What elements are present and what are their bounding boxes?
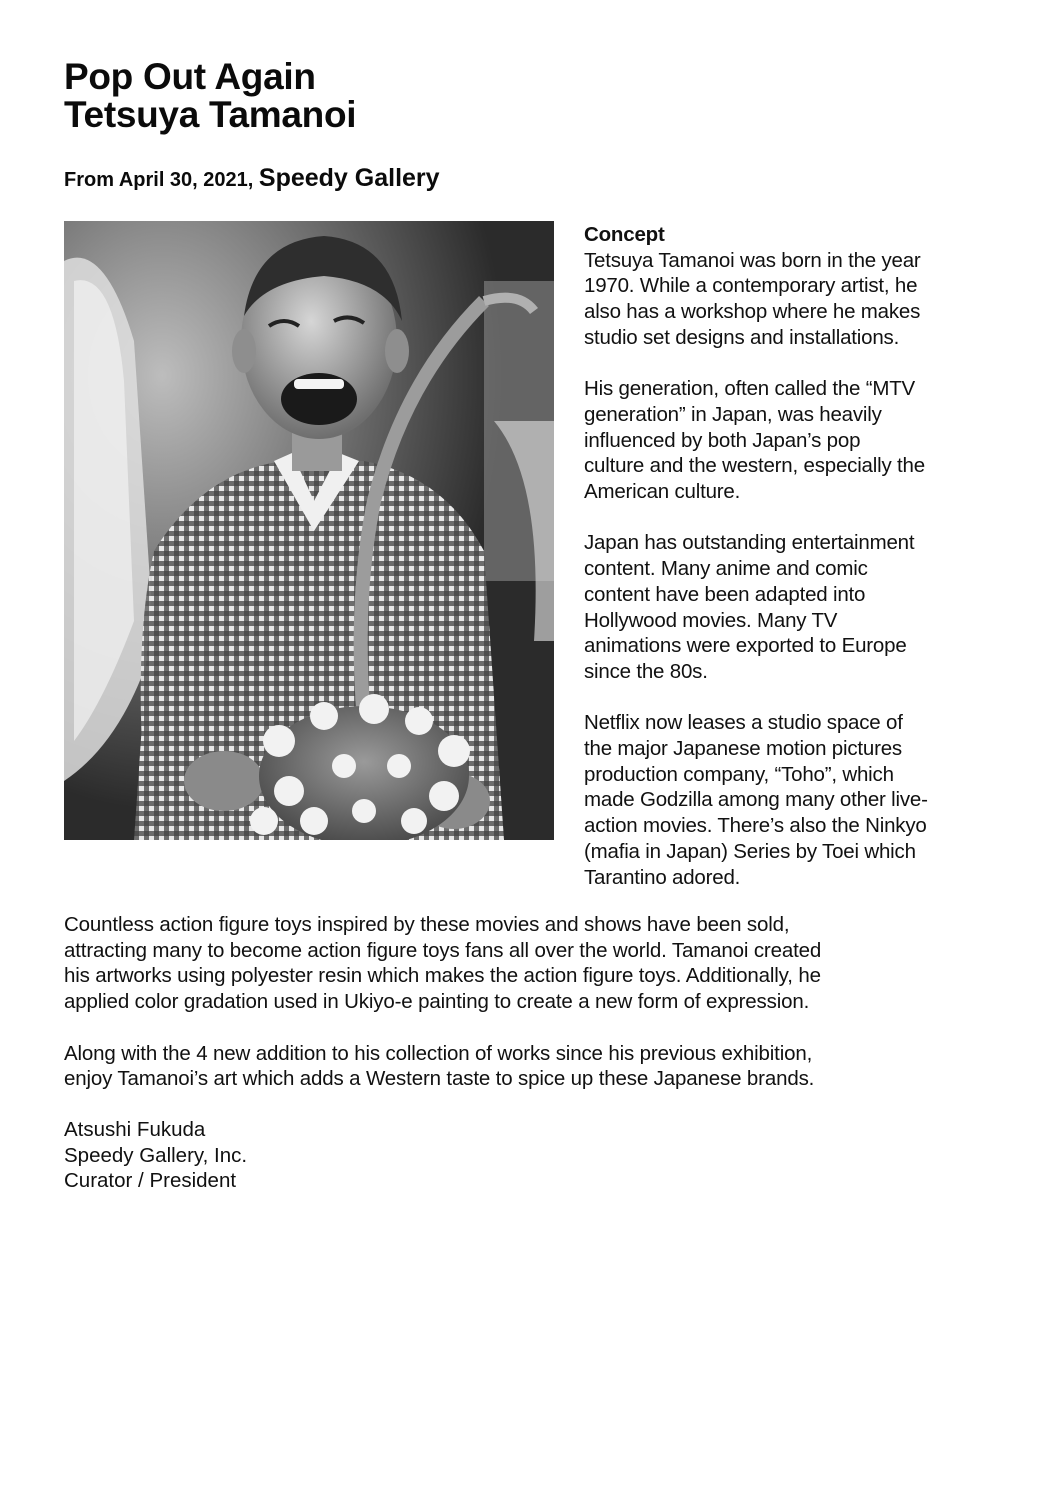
text-line: Tarantino adored. (584, 865, 741, 889)
body-paragraph (64, 912, 1014, 1015)
text-line: since the 80s. (584, 659, 708, 683)
text-line: 1970. While a contemporary artist, he (584, 274, 918, 298)
text-line: (mafia in Japan) Series by Toei which (584, 839, 916, 863)
text-line: studio set designs and installations. (584, 325, 900, 349)
text-line: made Godzilla among many other live- (584, 788, 928, 812)
concept-paragraph (584, 376, 1004, 505)
text-line: attracting many to become action figure toys fans all over the world. Tamanoi created (64, 938, 822, 962)
text-line: production company, “Toho”, which (584, 762, 894, 786)
portrait-illustration (64, 221, 554, 840)
concept-paragraph (584, 530, 1004, 684)
text-line: enjoy Tamanoi’s art which adds a Western taste to spice up these Japanese brands. (64, 1067, 815, 1091)
signature-name: Atsushi Fukuda (64, 1118, 206, 1141)
text-line: Tetsuya Tamanoi was born in the year (584, 248, 921, 272)
text-line: his artworks using polyester resin which makes the action figure toys. Additionally, he (64, 964, 821, 988)
concept-paragraph (584, 248, 1004, 351)
text-line: culture and the western, especially the (584, 454, 925, 478)
text-line: American culture. (584, 480, 741, 504)
text-line: influenced by both Japan’s pop (584, 428, 861, 452)
page-title (64, 58, 356, 134)
concept-paragraph (584, 710, 1004, 890)
text-line: Netflix now leases a studio space of (584, 711, 903, 735)
text-line: content. Many anime and comic (584, 557, 868, 581)
text-line: action movies. There’s also the Ninkyo (584, 814, 927, 838)
text-line: Hollywood movies. Many TV (584, 608, 838, 632)
text-line: His generation, often called the “MTV (584, 377, 916, 401)
body-section (64, 912, 1014, 1118)
text-line: Countless action figure toys inspired by these movies and shows have been sold, (64, 913, 790, 936)
exhibition-date: From April 30, 2021, (64, 169, 254, 191)
exhibition-subtitle (64, 163, 440, 195)
text-line: animations were exported to Europe (584, 634, 907, 658)
text-line: content have been adapted into (584, 582, 866, 606)
text-line: Japan has outstanding entertainment (584, 531, 915, 555)
text-line: generation” in Japan, was heavily (584, 402, 882, 426)
text-line: applied color gradation used in Ukiyo-e painting to create a new form of expression. (64, 990, 810, 1014)
gallery-name: Speedy Gallery (258, 164, 440, 192)
text-line: also has a workshop where he makes (584, 300, 921, 324)
concept-heading: Concept (584, 223, 665, 246)
signature-block (64, 1117, 247, 1194)
title-line-1: Pop Out Again (64, 56, 316, 97)
concept-section (584, 222, 1004, 916)
text-line: the major Japanese motion pictures (584, 737, 902, 761)
signature-company: Speedy Gallery, Inc. (64, 1143, 248, 1167)
artist-portrait-photo (64, 221, 554, 840)
title-line-2: Tetsuya Tamanoi (64, 94, 357, 135)
text-line: Along with the 4 new addition to his collection of works since his previous exhibition, (64, 1041, 813, 1065)
body-paragraph (64, 1041, 1014, 1092)
signature-role: Curator / President (64, 1169, 237, 1193)
